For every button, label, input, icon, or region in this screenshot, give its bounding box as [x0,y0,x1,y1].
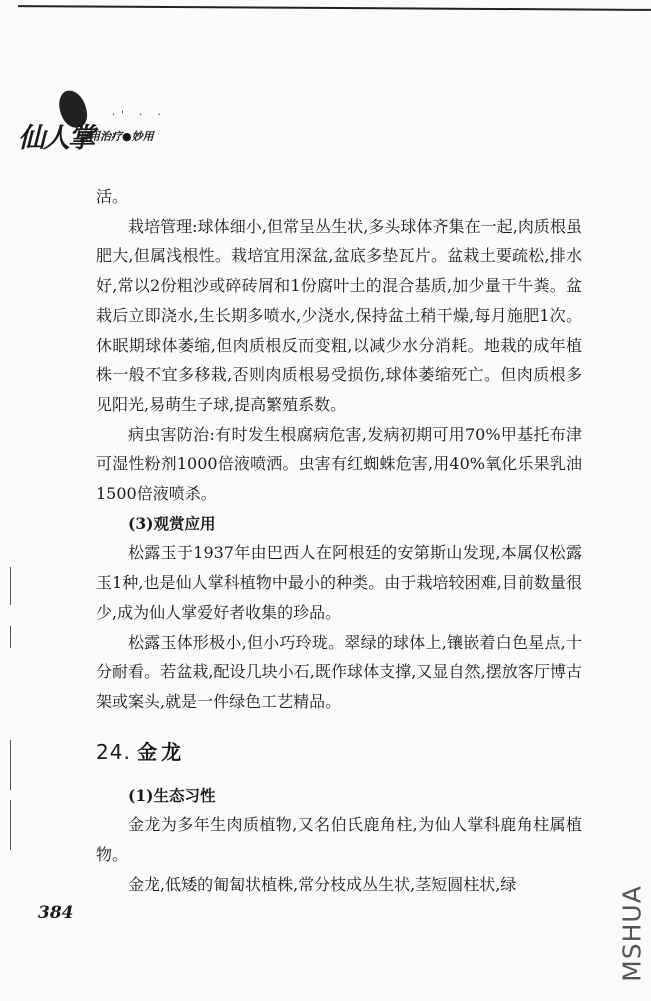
watermark [614,874,650,1000]
paragraph-discovery: 松露玉于1937年由巴西人在阿根廷的安第斯山发现,本属仅松露玉1种,也是仙人掌科植物中最小的种类。由于栽培较困难,目前数量很少,成为仙人掌爱好者收集的珍品。 [96,543,582,622]
page-body [96,182,582,899]
section-name: 金龙 [137,739,186,764]
watermark-text: MSHUA [617,885,647,982]
top-rule [18,5,651,11]
paragraph-pest-control: 病虫害防治:有时发生根腐病危害,发病初期可用70%甲基托布津可湿性粉剂1000倍液喷洒。虫害有红蜘蛛危害,用40%氧化乐果乳油1500倍液喷杀。 [96,424,582,504]
subheading-ecology: (1)生态习性 [128,785,216,805]
paragraph-cultivation: 栽培管理:球体细小,但常呈丛生状,多头球体齐集在一起,肉质根虽肥大,但属浅根性。栽培宜用深盆,盆底多垫瓦片。盆栽土要疏松,排水好,常以2份粗沙或碎砖屑和1份腐叶土的混合基质,加少量干牛粪。盆栽后立即浇水,生长期多喷水,少浇水,保持盆土稍干燥,每月施肥1次。休眠期球体萎缩,但肉质根反而变粗,以减少水分消耗。地栽的成年植株一般不宜多移栽,否则肉质根易受损伤,球体萎缩死亡。但肉质根多见阳光,易萌生子球,提高繁殖系数。 [96,216,582,414]
logo-title: 仙人掌 [18,123,93,154]
page-number: 384 [38,903,74,923]
book-logo [16,86,206,156]
paragraph-appearance: 松露玉体形极小,但小巧玲珑。翠绿的球体上,镶嵌着白色星点,十分耐看。若盆栽,配设几块小石,既作球体支撑,又显自然,摆放客厅博古架或案头,就是一件绿色工艺精品。 [96,632,582,711]
paragraph-intro: 金龙为多年生肉质植物,又名伯氏鹿角柱,为仙人掌科鹿角柱属植物。 [96,815,582,865]
scan-margin-mark [10,567,11,605]
paragraph-description: 金龙,低矮的匍匐状植株,常分枝成丛生状,茎短圆柱状,绿 [128,874,517,894]
scan-margin-mark [10,800,11,850]
scan-margin-mark [10,740,11,790]
logo-subtitle: 食用治疗●妙用 [78,130,154,143]
logo-decoration: ·' · · [112,110,167,121]
section-heading [96,737,582,767]
section-number: 24. [96,739,131,764]
scan-margin-mark [10,626,11,648]
subheading-ornamental: (3)观赏应用 [128,513,216,533]
paragraph-continuation: 活。 [96,187,129,206]
